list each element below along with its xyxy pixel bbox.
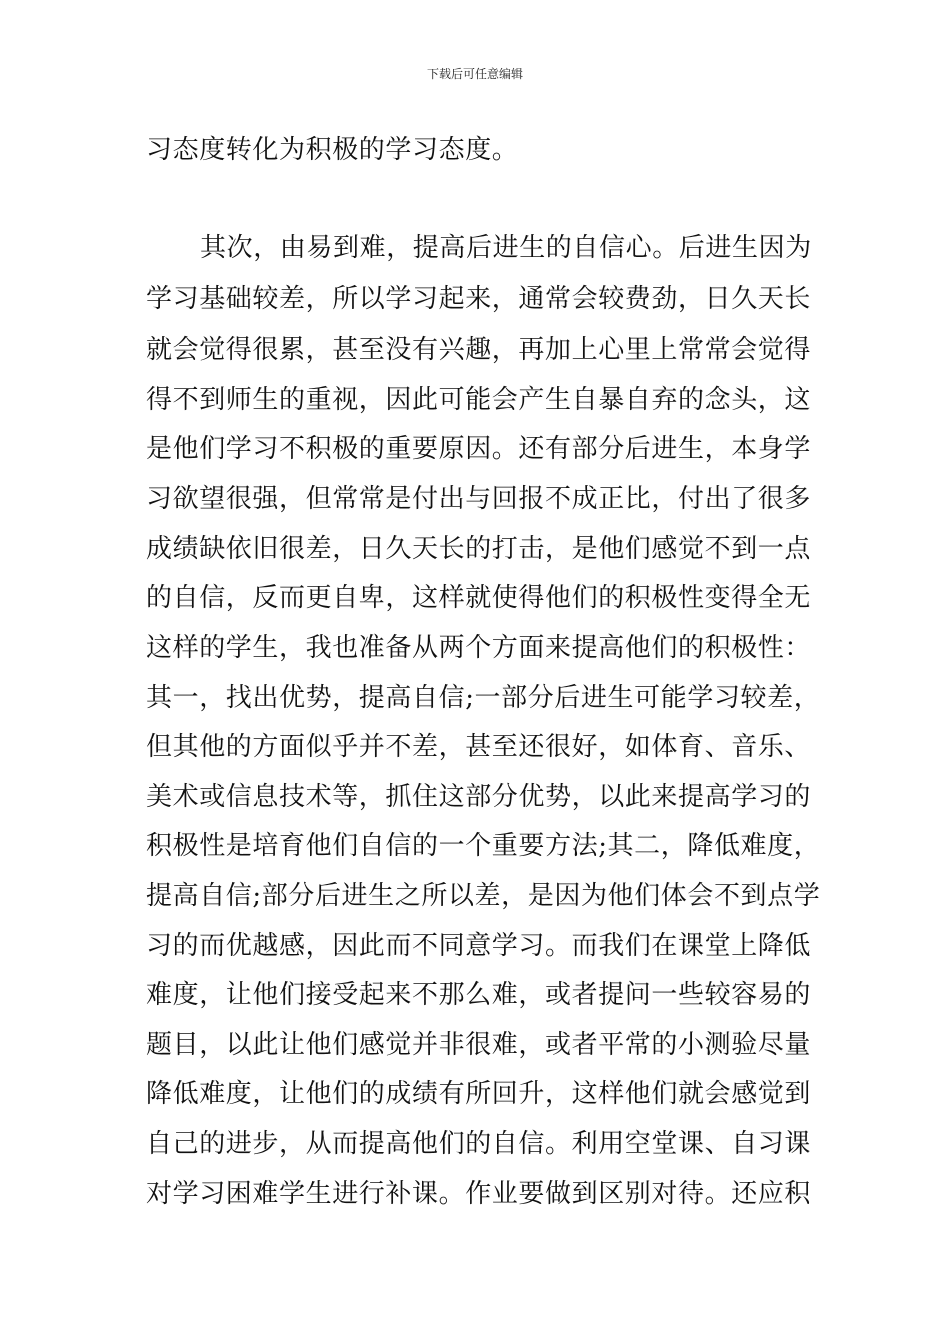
- text-line: 这样的学生，我也准备从两个方面来提高他们的积极性：: [146, 633, 812, 663]
- text-line: 是他们学习不积极的重要原因。还有部分后进生，本身学: [146, 434, 812, 464]
- text-line: 习的而优越感，因此而不同意学习。而我们在课堂上降低: [146, 931, 812, 961]
- text-line: 习态度转化为积极的学习态度。: [146, 135, 519, 165]
- text-line: 提高自信;部分后进生之所以差，是因为他们体会不到点学: [146, 881, 821, 911]
- text-line: 自己的进步，从而提高他们的自信。利用空堂课、自习课: [146, 1129, 812, 1159]
- text-line: 就会觉得很累，甚至没有兴趣，再加上心里上常常会觉得: [146, 335, 812, 365]
- text-line: 美术或信息技术等，抓住这部分优势，以此来提高学习的: [146, 782, 812, 812]
- text-line: 难度，让他们接受起来不那么难，或者提问一些较容易的: [146, 980, 812, 1010]
- paragraph-first-line: 其次，由易到难，提高后进生的自信心。后进生因为: [200, 233, 812, 263]
- text-line: 成绩缺依旧很差，日久天长的打击，是他们感觉不到一点: [146, 534, 812, 564]
- text-line: 习欲望很强，但常常是付出与回报不成正比，付出了很多: [146, 484, 812, 514]
- page-header: 下载后可任意编辑: [426, 67, 523, 81]
- text-line: 得不到师生的重视，因此可能会产生自暴自弃的念头，这: [146, 385, 812, 415]
- text-line: 积极性是培育他们自信的一个重要方法;其二，降低难度，: [146, 831, 821, 861]
- text-line: 但其他的方面似乎并不差，甚至还很好，如体育、音乐、: [146, 732, 812, 762]
- text-line: 的自信，反而更自卑，这样就使得他们的积极性变得全无: [146, 583, 812, 613]
- text-line: 其一，找出优势，提高自信;一部分后进生可能学习较差，: [146, 683, 821, 713]
- text-line: 学习基础较差，所以学习起来，通常会较费劲，日久天长: [146, 284, 812, 314]
- text-line: 对学习困难学生进行补课。作业要做到区别对待。还应积: [146, 1179, 812, 1209]
- text-line: 题目，以此让他们感觉并非很难，或者平常的小测验尽量: [146, 1030, 812, 1060]
- text-line: 降低难度，让他们的成绩有所回升，这样他们就会感觉到: [146, 1079, 812, 1109]
